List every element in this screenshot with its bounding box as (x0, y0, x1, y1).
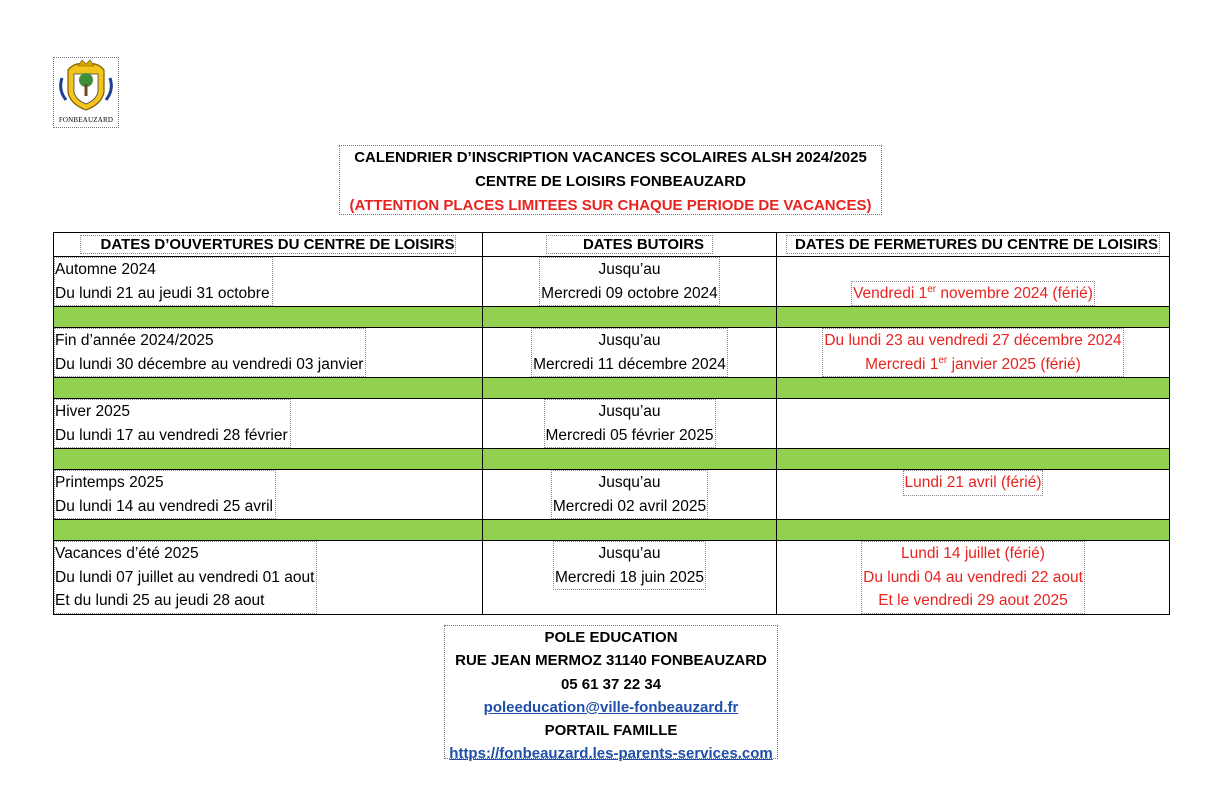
contact-email-link[interactable]: poleeducation@ville-fonbeauzard.fr (483, 698, 739, 716)
header-deadlines: DATES BUTOIRS (546, 235, 713, 254)
closing-date-line: Mercredi 1er janvier 2025 (férié) (865, 354, 1081, 373)
opening-dates-cell (54, 328, 483, 378)
deadline-box (551, 470, 708, 519)
closing-date-line: Lundi 21 avril (férié) (904, 474, 1042, 491)
deadline-box (544, 399, 716, 448)
opening-date-line: Du lundi 07 juillet au vendredi 01 aout (55, 568, 315, 586)
table-row (54, 257, 1170, 307)
closing-dates-box (851, 281, 1095, 307)
deadline-line: Jusqu’au (598, 474, 661, 491)
table-row (54, 541, 1170, 615)
opening-date-line: Fin d’année 2024/2025 (55, 332, 214, 349)
deadline-line: Jusqu’au (598, 332, 661, 349)
logo-text: FONBEAUZARD (58, 116, 114, 124)
separator-cell (54, 449, 483, 470)
separator-row (54, 449, 1170, 470)
page-title: CALENDRIER D’INSCRIPTION VACANCES SCOLAIRES ALSH 2024/2025 (354, 149, 867, 166)
closing-dates-cell (777, 470, 1170, 520)
separator-cell (54, 520, 483, 541)
deadline-box (539, 257, 720, 306)
separator-cell (777, 307, 1170, 328)
opening-date-line: Et du lundi 25 au jeudi 28 aout (55, 592, 265, 609)
table-row (54, 470, 1170, 520)
deadline-line: Mercredi 09 octobre 2024 (541, 284, 718, 302)
header-closing-dates: DATES DE FERMETURES DU CENTRE DE LOISIRS (786, 235, 1160, 254)
separator-row (54, 378, 1170, 399)
deadline-box (553, 541, 706, 590)
deadline-box (531, 328, 728, 377)
header-opening-dates: DATES D’OUVERTURES DU CENTRE DE LOISIRS (80, 235, 457, 254)
coat-of-arms-icon (54, 58, 118, 116)
separator-cell (483, 307, 777, 328)
contact-block (444, 625, 778, 763)
warning-text: (ATTENTION PLACES LIMITEES SUR CHAQUE PERIODE DE VACANCES) (349, 197, 872, 214)
opening-dates-cell (54, 257, 483, 307)
separator-cell (483, 520, 777, 541)
closing-dates-box (861, 541, 1085, 614)
closing-date-line: Du lundi 04 au vendredi 22 aout (863, 568, 1083, 586)
closing-dates-cell (777, 328, 1170, 378)
table-row (54, 399, 1170, 449)
deadline-line: Mercredi 11 décembre 2024 (533, 355, 726, 373)
deadline-line: Jusqu’au (598, 545, 661, 562)
deadline-line: Mercredi 05 février 2025 (545, 426, 714, 444)
contact-name: POLE EDUCATION (544, 629, 678, 646)
deadline-cell (483, 257, 777, 307)
opening-date-line: Du lundi 14 au vendredi 25 avril (55, 497, 273, 515)
closing-dates-box (903, 470, 1044, 496)
calendar-table (53, 232, 1170, 615)
table-row (54, 328, 1170, 378)
page-subtitle: CENTRE DE LOISIRS FONBEAUZARD (475, 173, 746, 190)
closing-dates-cell (777, 399, 1170, 449)
closing-date-line: Lundi 14 juillet (férié) (901, 545, 1045, 562)
deadline-cell (483, 399, 777, 449)
opening-dates-box (54, 470, 276, 519)
table-header-row (54, 233, 1170, 257)
opening-date-line: Du lundi 17 au vendredi 28 février (55, 426, 288, 444)
opening-dates-cell (54, 541, 483, 615)
opening-dates-box (54, 328, 366, 377)
opening-date-line: Du lundi 30 décembre au vendredi 03 janvier (55, 355, 364, 373)
opening-dates-box (54, 399, 291, 448)
deadline-cell (483, 541, 777, 615)
opening-date-line: Printemps 2025 (55, 474, 164, 491)
opening-dates-cell (54, 470, 483, 520)
separator-cell (483, 378, 777, 399)
title-block (339, 145, 882, 215)
closing-dates-cell (777, 257, 1170, 307)
contact-address: RUE JEAN MERMOZ 31140 FONBEAUZARD (455, 652, 767, 670)
closing-dates-box (822, 328, 1123, 377)
closing-date-line: Du lundi 23 au vendredi 27 décembre 2024 (824, 332, 1122, 349)
separator-cell (777, 449, 1170, 470)
opening-date-line: Du lundi 21 au jeudi 31 octobre (55, 284, 270, 302)
deadline-line: Mercredi 18 juin 2025 (554, 568, 705, 586)
separator-cell (777, 378, 1170, 399)
town-logo (53, 57, 119, 128)
portal-label: PORTAIL FAMILLE (544, 722, 678, 740)
deadline-cell (483, 470, 777, 520)
opening-dates-cell (54, 399, 483, 449)
opening-date-line: Hiver 2025 (55, 403, 130, 420)
opening-dates-box (54, 541, 317, 614)
opening-dates-box (54, 257, 273, 306)
separator-cell (777, 520, 1170, 541)
portal-url-link[interactable]: https://fonbeauzard.les-parents-services.com (449, 745, 773, 763)
deadline-line: Jusqu’au (598, 403, 661, 420)
opening-date-line: Automne 2024 (55, 261, 156, 278)
deadline-line: Jusqu’au (598, 261, 661, 278)
separator-row (54, 520, 1170, 541)
closing-date-line: Vendredi 1er novembre 2024 (férié) (853, 283, 1093, 302)
separator-cell (483, 449, 777, 470)
separator-cell (54, 378, 483, 399)
separator-row (54, 307, 1170, 328)
deadline-cell (483, 328, 777, 378)
deadline-line: Mercredi 02 avril 2025 (552, 497, 707, 515)
opening-date-line: Vacances d’été 2025 (55, 545, 199, 562)
separator-cell (54, 307, 483, 328)
contact-phone: 05 61 37 22 34 (560, 675, 662, 693)
closing-date-line: Et le vendredi 29 aout 2025 (878, 592, 1068, 609)
closing-dates-cell (777, 541, 1170, 615)
